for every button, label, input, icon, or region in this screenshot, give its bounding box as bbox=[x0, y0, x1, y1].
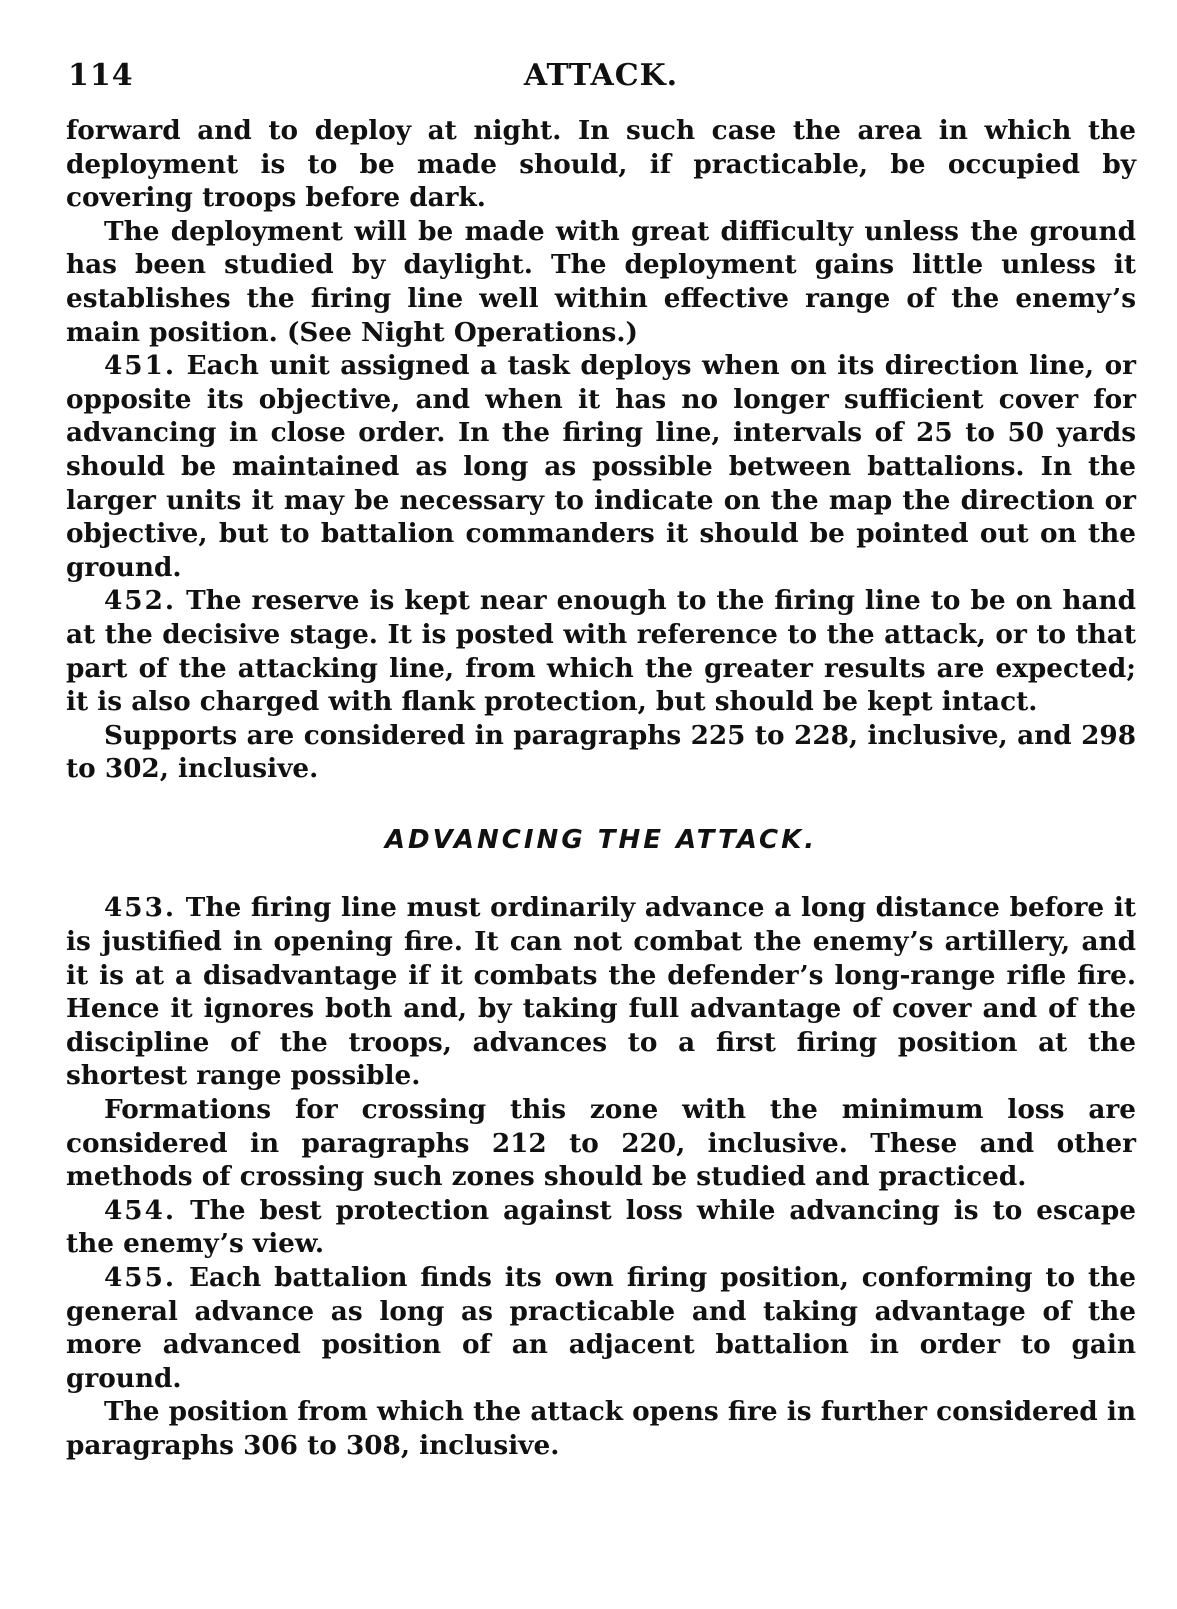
paragraph-text: The deployment will be made with great difficulty unless the ground has been studied by daylight. The deployment gains little unless it establishes the firing line well within effective range of the enemy’s main position. (See Night Operations.) bbox=[66, 215, 1136, 348]
paragraph-text: Each battalion finds its own firing position, conforming to the general advance as long as practicable and taking advantage of the more advanced position of an adjacent battalion in order to gain ground. bbox=[66, 1262, 1137, 1394]
running-head bbox=[66, 58, 1136, 98]
paragraph-number: 451. bbox=[104, 350, 177, 382]
paragraph-451 bbox=[66, 349, 1136, 584]
paragraph-455 bbox=[66, 1261, 1136, 1395]
paragraph-text: The position from which the attack opens fire is further considered in paragraphs 306 to 308, inclusive. bbox=[66, 1396, 1136, 1461]
paragraph-number: 453. bbox=[104, 892, 177, 924]
paragraph-text: forward and to deploy at night. In such case the area in which the deployment is to be made should, if practicable, be occupied by covering troops before dark. bbox=[66, 115, 1136, 214]
paragraph-text: Formations for crossing this zone with the minimum loss are considered in paragraphs 212 to 220, inclusive. These and other methods of crossing such zones should be studied and practiced. bbox=[66, 1094, 1136, 1193]
paragraph-number: 452. bbox=[104, 585, 177, 617]
paragraph-453 bbox=[66, 891, 1136, 1093]
paragraph bbox=[66, 1395, 1136, 1462]
paragraph bbox=[66, 719, 1136, 786]
paragraph-452 bbox=[66, 584, 1136, 718]
section-heading: ADVANCING THE ATTACK. bbox=[384, 824, 818, 855]
page-number: 114 bbox=[68, 58, 134, 93]
book-page bbox=[66, 58, 1136, 1578]
paragraph-number: 455. bbox=[104, 1262, 177, 1293]
paragraph-text: Supports are considered in paragraphs 225 to 228, inclusive, and 298 to 302, inclusive. bbox=[66, 719, 1136, 785]
paragraph-text: The firing line must ordinarily advance a long distance before it is justified in opening fire. It can not combat the enemy’s artillery, and it is at a disadvantage if it combats the defender’s long-range rifle fire. Hence it ignores both and, by taking full advantage of cover and of the discipline of the troops, advances to a first firing position at the shortest range possible. bbox=[66, 892, 1136, 1092]
paragraph-continuation bbox=[66, 114, 1136, 215]
running-title: ATTACK. bbox=[523, 58, 679, 93]
paragraph bbox=[66, 215, 1136, 349]
paragraph bbox=[66, 1093, 1136, 1194]
paragraph-454 bbox=[66, 1194, 1136, 1261]
paragraph-number: 454. bbox=[104, 1194, 177, 1226]
body-text bbox=[66, 114, 1136, 1463]
paragraph-text: The reserve is kept near enough to the firing line to be on hand at the decisive stage. It is posted with reference to the attack, or to that part of the attacking line, from which the greater results are expected; it is also charged with flank protection, but should be kept intact. bbox=[66, 585, 1136, 718]
paragraph-text: The best protection against loss while advancing is to escape the enemy’s view. bbox=[66, 1194, 1136, 1260]
paragraph-text: Each unit assigned a task deploys when on its direction line, or opposite its objective, and when it has no longer sufficient cover for advancing in close order. In the firing line, intervals of 25 to 50 yards should be maintained as long as possible between battalions. In the larger units it may be necessary to indicate on the map the direction or objective, but to battalion commanders it should be pointed out on the ground. bbox=[66, 350, 1136, 583]
